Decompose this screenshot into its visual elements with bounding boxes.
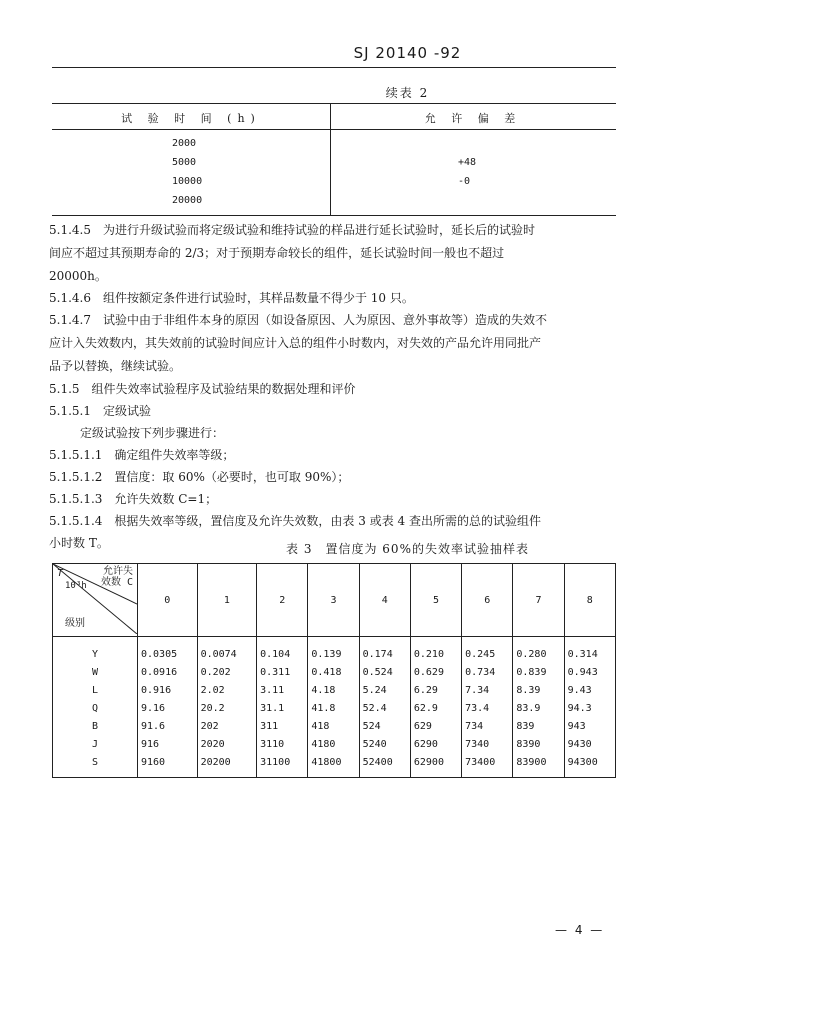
table3-col-header: 2 bbox=[257, 564, 308, 637]
table3-value-cell: 9.43 bbox=[564, 681, 615, 699]
table3-value-cell: 943 bbox=[564, 717, 615, 735]
header-rule bbox=[52, 67, 616, 68]
table2-col-time: 试 验 时 间 (h) bbox=[121, 112, 261, 125]
table2-title: 续表 2 bbox=[385, 86, 430, 100]
table3-value-cell: 7.34 bbox=[462, 681, 513, 699]
table3-value-cell: 839 bbox=[513, 717, 564, 735]
table3-col-header: 6 bbox=[462, 564, 513, 637]
table3-value-cell: 5240 bbox=[359, 735, 410, 753]
table3-corner-t: T bbox=[57, 568, 64, 579]
table3-value-cell: 524 bbox=[359, 717, 410, 735]
table3-value-cell: 94.3 bbox=[564, 699, 615, 717]
table3-value-cell: 0.210 bbox=[410, 637, 461, 664]
table3-value-cell: 73.4 bbox=[462, 699, 513, 717]
clause-5-1-5-1-3: 5.1.5.1.3 允许失效数 C=1； bbox=[49, 492, 218, 506]
table-row bbox=[53, 753, 616, 778]
table2-time-cell: 20000 bbox=[172, 195, 203, 206]
table3-value-cell: 734 bbox=[462, 717, 513, 735]
table3-value-cell: 0.734 bbox=[462, 663, 513, 681]
clause-5-1-5-1-2: 5.1.5.1.2 置信度：取 60%（必要时，也可取 90%）； bbox=[49, 470, 350, 484]
table2-time-cell: 10000 bbox=[172, 176, 203, 187]
table3-value-cell: 0.104 bbox=[257, 637, 308, 664]
table3-level-cell: B bbox=[53, 717, 138, 735]
table3-value-cell: 6290 bbox=[410, 735, 461, 753]
table3-value-cell: 62900 bbox=[410, 753, 461, 778]
table3-value-cell: 83.9 bbox=[513, 699, 564, 717]
clause-5-1-5: 5.1.5 组件失效率试验程序及试验结果的数据处理和评价 bbox=[49, 382, 356, 396]
table3-value-cell: 20200 bbox=[197, 753, 257, 778]
table3-value-cell: 0.0074 bbox=[197, 637, 257, 664]
table-row bbox=[53, 699, 616, 717]
clause-5-1-5-1-1: 5.1.5.1.1 确定组件失效率等级； bbox=[49, 448, 235, 462]
table3-corner-header bbox=[53, 564, 138, 637]
table3-value-cell: 20.2 bbox=[197, 699, 257, 717]
table3-value-cell: 3110 bbox=[257, 735, 308, 753]
table3-level-cell: W bbox=[53, 663, 138, 681]
table3-corner-level: 级别 bbox=[65, 618, 85, 629]
table3-value-cell: 9430 bbox=[564, 735, 615, 753]
table3-value-cell: 2.02 bbox=[197, 681, 257, 699]
table3-body bbox=[53, 637, 616, 778]
table3-value-cell: 73400 bbox=[462, 753, 513, 778]
table3-value-cell: 916 bbox=[138, 735, 198, 753]
table2-col-deviation: 允 许 偏 差 bbox=[424, 112, 522, 125]
clause-5-1-5-1-intro: 定级试验按下列步骤进行： bbox=[80, 426, 225, 440]
table3-col-header: 3 bbox=[308, 564, 359, 637]
table3-col-header: 7 bbox=[513, 564, 564, 637]
table3-value-cell: 9.16 bbox=[138, 699, 198, 717]
table3-col-header: 5 bbox=[410, 564, 461, 637]
table3-value-cell: 2020 bbox=[197, 735, 257, 753]
table3-value-cell: 52.4 bbox=[359, 699, 410, 717]
table2-dev-plus: +48 bbox=[458, 157, 477, 168]
table2-time-cell: 2000 bbox=[172, 138, 197, 149]
clause-5-1-4-5-line1: 5.1.4.5 为进行升级试验而将定级试验和维持试验的样品进行延长试验时，延长后的试验时 bbox=[49, 223, 535, 237]
table3 bbox=[52, 563, 616, 778]
table2-column-divider bbox=[330, 103, 331, 216]
table-row bbox=[53, 663, 616, 681]
table3-level-cell: J bbox=[53, 735, 138, 753]
table3-value-cell: 0.916 bbox=[138, 681, 198, 699]
table3-level-cell: L bbox=[53, 681, 138, 699]
table3-value-cell: 31100 bbox=[257, 753, 308, 778]
table2-header-rule bbox=[52, 129, 616, 130]
clause-5-1-5-1-4-line1: 5.1.5.1.4 根据失效率等级，置信度及允许失效数，由表 3 或表 4 查出所需的总的试验组件 bbox=[49, 514, 541, 528]
table-row bbox=[53, 681, 616, 699]
table3-value-cell: 4.18 bbox=[308, 681, 359, 699]
clause-5-1-4-5-line3: 20000h。 bbox=[49, 269, 107, 283]
table2-top-rule bbox=[52, 103, 616, 104]
table3-corner-c: 允许失 效数 C bbox=[100, 566, 133, 588]
clause-5-1-4-7-line3: 品予以替换，继续试验。 bbox=[49, 359, 182, 373]
table3-value-cell: 6.29 bbox=[410, 681, 461, 699]
table3-value-cell: 0.314 bbox=[564, 637, 615, 664]
table-row bbox=[53, 717, 616, 735]
table3-value-cell: 0.629 bbox=[410, 663, 461, 681]
table3-value-cell: 0.245 bbox=[462, 637, 513, 664]
table3-value-cell: 9160 bbox=[138, 753, 198, 778]
table3-value-cell: 4180 bbox=[308, 735, 359, 753]
clause-5-1-5-1: 5.1.5.1 定级试验 bbox=[49, 404, 151, 418]
table3-value-cell: 31.1 bbox=[257, 699, 308, 717]
table3-value-cell: 311 bbox=[257, 717, 308, 735]
table3-value-cell: 8390 bbox=[513, 735, 564, 753]
table3-value-cell: 62.9 bbox=[410, 699, 461, 717]
table3-col-header: 4 bbox=[359, 564, 410, 637]
clause-5-1-4-5-line2: 间应不超过其预期寿命的 2/3；对于预期寿命较长的组件，延长试验时间一般也不超过 bbox=[49, 246, 505, 260]
table3-value-cell: 0.202 bbox=[197, 663, 257, 681]
clause-5-1-4-7-line2: 应计入失效数内，其失效前的试验时间应计入总的组件小时数内，对失效的产品允许用同批产 bbox=[49, 336, 542, 350]
table3-col-header: 0 bbox=[138, 564, 198, 637]
table3-value-cell: 41800 bbox=[308, 753, 359, 778]
page-number: — 4 — bbox=[555, 923, 605, 937]
table3-value-cell: 52400 bbox=[359, 753, 410, 778]
table3-value-cell: 0.839 bbox=[513, 663, 564, 681]
clause-5-1-5-1-4-line2: 小时数 T。 bbox=[49, 536, 109, 550]
table3-value-cell: 91.6 bbox=[138, 717, 198, 735]
table3-value-cell: 629 bbox=[410, 717, 461, 735]
table3-value-cell: 5.24 bbox=[359, 681, 410, 699]
table3-level-cell: Y bbox=[53, 637, 138, 664]
table3-value-cell: 41.8 bbox=[308, 699, 359, 717]
table2-dev-minus: -0 bbox=[458, 176, 471, 187]
table3-title: 表 3 置信度为 60%的失效率试验抽样表 bbox=[286, 542, 529, 556]
table-row bbox=[53, 637, 616, 664]
table3-value-cell: 8.39 bbox=[513, 681, 564, 699]
table3-value-cell: 418 bbox=[308, 717, 359, 735]
table3-value-cell: 0.174 bbox=[359, 637, 410, 664]
table3-value-cell: 0.0916 bbox=[138, 663, 198, 681]
table3-col-header: 1 bbox=[197, 564, 257, 637]
table3-value-cell: 3.11 bbox=[257, 681, 308, 699]
table3-value-cell: 7340 bbox=[462, 735, 513, 753]
clause-5-1-4-7-line1: 5.1.4.7 试验中由于非组件本身的原因（如设备原因、人为原因、意外事故等）造成的失效不 bbox=[49, 313, 547, 327]
table2-bottom-rule bbox=[52, 215, 616, 216]
table3-value-cell: 94300 bbox=[564, 753, 615, 778]
table-row bbox=[53, 735, 616, 753]
table3-value-cell: 0.943 bbox=[564, 663, 615, 681]
clause-5-1-4-6: 5.1.4.6 组件按额定条件进行试验时，其样品数量不得少于 10 只。 bbox=[49, 291, 414, 305]
table3-value-cell: 0.0305 bbox=[138, 637, 198, 664]
table3-level-cell: Q bbox=[53, 699, 138, 717]
table3-value-cell: 0.280 bbox=[513, 637, 564, 664]
table3-value-cell: 202 bbox=[197, 717, 257, 735]
standard-code: SJ 20140 -92 bbox=[353, 44, 462, 62]
table3-value-cell: 83900 bbox=[513, 753, 564, 778]
table3-value-cell: 0.139 bbox=[308, 637, 359, 664]
table3-level-cell: S bbox=[53, 753, 138, 778]
table3-value-cell: 0.418 bbox=[308, 663, 359, 681]
table3-col-header: 8 bbox=[564, 564, 615, 637]
table3-corner-unit: 10³h bbox=[65, 581, 87, 591]
table3-value-cell: 0.524 bbox=[359, 663, 410, 681]
table3-value-cell: 0.311 bbox=[257, 663, 308, 681]
table2-time-cell: 5000 bbox=[172, 157, 197, 168]
